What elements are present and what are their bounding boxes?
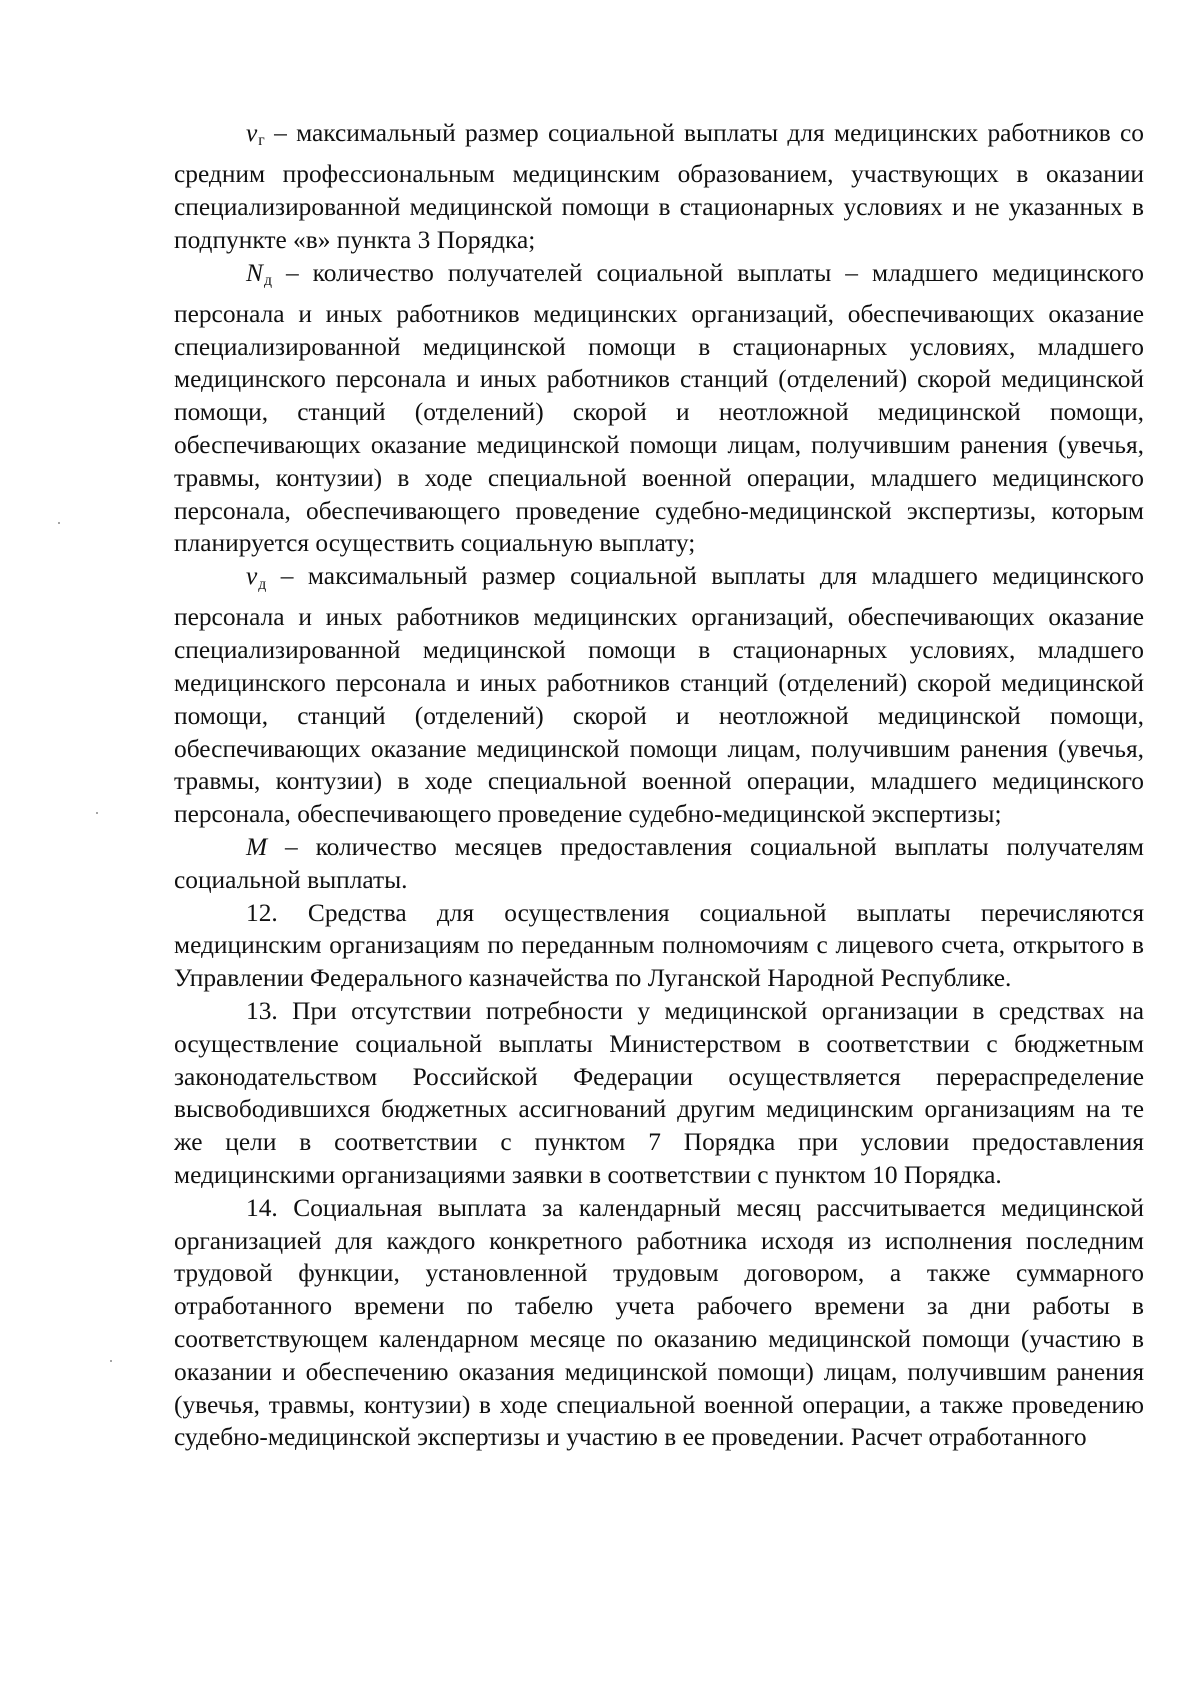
variable-symbol xyxy=(246,833,267,861)
paragraph-text: – максимальный размер социальной выплаты для медицинских работников со средним профессиональным медицинским образованием, участвующих в оказании специализированной медицинской помощи в стационарных условиях и не указанных в подпункте «в» пункта 3 Порядка; xyxy=(174,119,1144,254)
variable-symbol xyxy=(246,259,272,287)
paragraph-13: 13. При отсутствии потребности у медицинской организации в средствах на осуществление социальной выплаты Министерством в соответствии с бюджетным законодательством Российской Федерации осуществляется перераспределение высвободившихся бюджетных ассигнований другим медицинским организациям на те же цели в соответствии с пунктом 7 Порядка при условии предоставления медицинскими организациями заявки в соответствии с пунктом 10 Порядка. xyxy=(174,996,1144,1189)
paragraph-12: 12. Средства для осуществления социальной выплаты перечисляются медицинским организациям по переданным полномочиям с лицевого счета, открытого в Управлении Федерального казначейства по Луганской Народной Республике. xyxy=(174,898,1144,993)
paragraph-14: 14. Социальная выплата за календарный месяц рассчитывается медицинской организацией для каждого конкретного работника исходя из исполнения последним трудовой функции, установленной трудовым договором, а также суммарного отработанного времени по табелю учета рабочего времени за дни работы в соответствующем календарном месяце по оказанию медицинской помощи (участию в оказании и обеспечению оказания медицинской помощи) лицам, получившим ранения (увечья, травмы, контузии) в ходе специальной военной операции, а также проведению судебно-медицинской экспертизы и участию в ее проведении. Расчет отработанного xyxy=(174,1193,1144,1452)
scan-speck xyxy=(110,1360,112,1362)
variable-letter: v xyxy=(246,119,258,147)
paragraph-m-definition xyxy=(174,831,1144,897)
scan-speck xyxy=(96,812,98,814)
document-body xyxy=(174,117,1144,1454)
scan-speck xyxy=(58,522,60,524)
variable-subscript: д xyxy=(263,272,272,289)
variable-letter: M xyxy=(246,832,268,861)
variable-subscript: г xyxy=(258,132,265,150)
paragraph-text: – максимальный размер социальной выплаты для младшего медицинского персонала и иных работников медицинских организаций, обеспечивающих оказание специализированной медицинской помощи в стационарных условиях, младшего медицинского персонала и иных работников станций (отделений) скорой медицинской помощи, станций (отделений) скорой и неотложной медицинской помощи, обеспечивающих оказание медицинской помощи лицам, получившим ранения (увечья, травмы, контузии) в ходе специальной военной операции, младшего медицинского персонала, обеспечивающего проведение судебно-медицинской экспертизы; xyxy=(174,562,1144,829)
paragraph-text: – количество месяцев предоставления социальной выплаты получателям социальной выплаты. xyxy=(174,832,1144,894)
paragraph-vg-definition xyxy=(174,117,1144,257)
variable-letter: N xyxy=(246,258,263,287)
paragraph-vd-definition xyxy=(174,560,1144,831)
variable-symbol xyxy=(246,562,267,593)
variable-symbol xyxy=(246,119,265,150)
paragraph-nd-definition xyxy=(174,257,1144,561)
variable-letter: v xyxy=(246,562,258,591)
paragraph-text: – количество получателей социальной выплаты – младшего медицинского персонала и иных работников медицинских организаций, обеспечивающих оказание специализированной медицинской помощи в стационарных условиях, младшего медицинского персонала и иных работников станций (отделений) скорой медицинской помощи, станций (отделений) скорой и неотложной медицинской помощи, обеспечивающих оказание медицинской помощи лицам, получившим ранения (увечья, травмы, контузии) в ходе специальной военной операции, младшего медицинского персонала, обеспечивающего проведение судебно-медицинской экспертизы, которым планируется осуществить социальную выплату; xyxy=(174,258,1144,558)
variable-subscript: д xyxy=(258,575,267,593)
